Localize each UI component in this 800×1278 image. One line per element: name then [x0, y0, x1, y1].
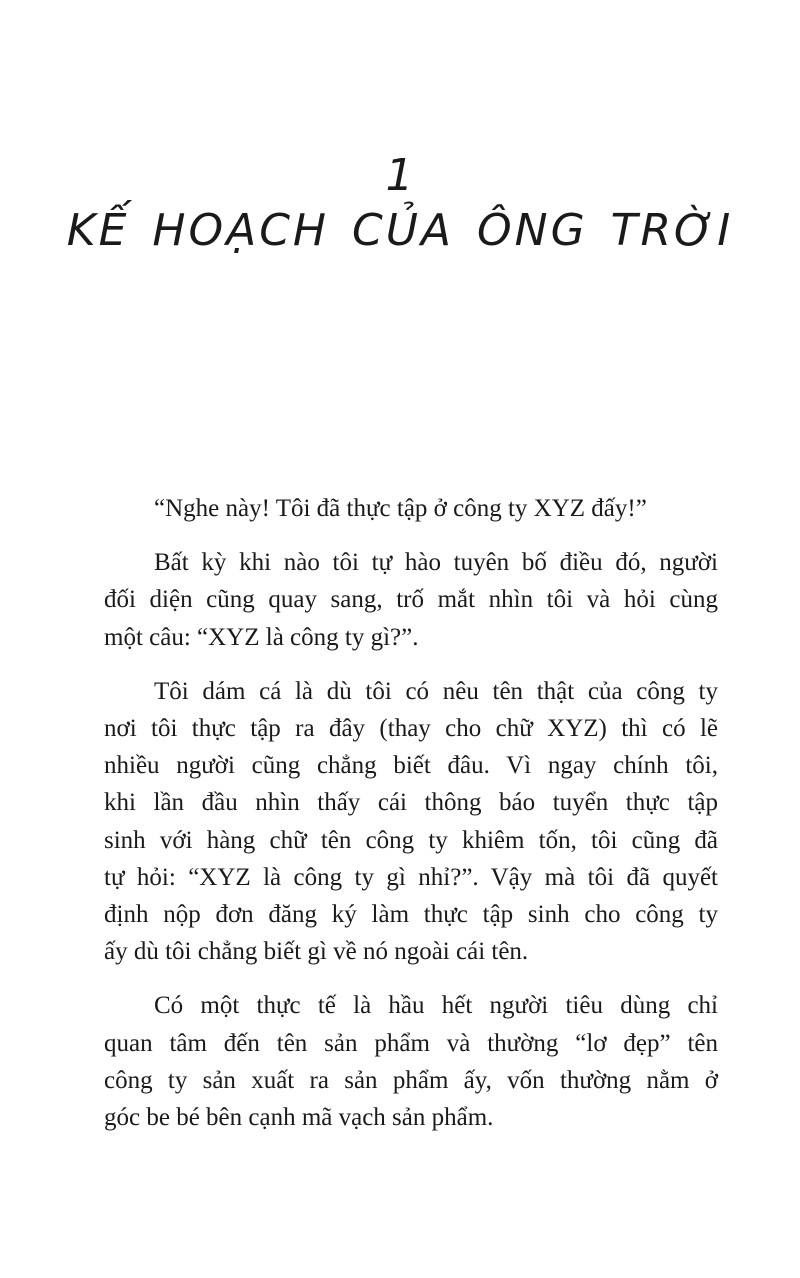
- text-line: định nộp đơn đăng ký làm thực tập sinh cho công ty: [104, 901, 718, 929]
- text-line: đối diện cũng quay sang, trố mắt nhìn tôi và hỏi cùng: [104, 586, 718, 614]
- text-line: tự hỏi: “XYZ là công ty gì nhỉ?”. Vậy mà tôi đã quyết: [104, 863, 718, 891]
- text-line: công ty sản xuất ra sản phẩm ấy, vốn thường nằm ở: [104, 1066, 718, 1094]
- paragraph-3: [104, 673, 718, 971]
- text-line: Có một thực tế là hầu hết người tiêu dùng chỉ: [154, 992, 718, 1020]
- paragraph-2: [104, 544, 718, 656]
- chapter-number: 1: [385, 150, 415, 201]
- text-line: Tôi dám cá là dù tôi có nêu tên thật của công ty: [154, 677, 718, 705]
- text-line: nhiều người cũng chẳng biết đâu. Vì ngay chính tôi,: [104, 752, 718, 780]
- paragraph-4: [104, 987, 718, 1136]
- text-line: ấy dù tôi chẳng biết gì về nó ngoài cái tên.: [104, 938, 529, 966]
- paragraph-1: [104, 490, 718, 527]
- text-line: nơi tôi thực tập ra đây (thay cho chữ XYZ) thì có lẽ: [104, 715, 718, 743]
- text-line: một câu: “XYZ là công ty gì?”.: [104, 623, 419, 651]
- text-line: quan tâm đến tên sản phẩm và thường “lơ đẹp” tên: [104, 1029, 718, 1057]
- text-line: “Nghe này! Tôi đã thực tập ở công ty XYZ đấy!”: [154, 495, 647, 522]
- text-line: sinh với hàng chữ tên công ty khiêm tốn, tôi cũng đã: [104, 826, 718, 854]
- text-line: khi lần đầu nhìn thấy cái thông báo tuyển thực tập: [104, 789, 718, 817]
- text-line: Bất kỳ khi nào tôi tự hào tuyên bố điều đó, người: [154, 549, 718, 577]
- body-text: [104, 490, 718, 1153]
- text-line: góc be bé bên cạnh mã vạch sản phẩm.: [104, 1104, 494, 1132]
- chapter-title: KẾ HOẠCH CỦA ÔNG TRỜI: [66, 205, 734, 256]
